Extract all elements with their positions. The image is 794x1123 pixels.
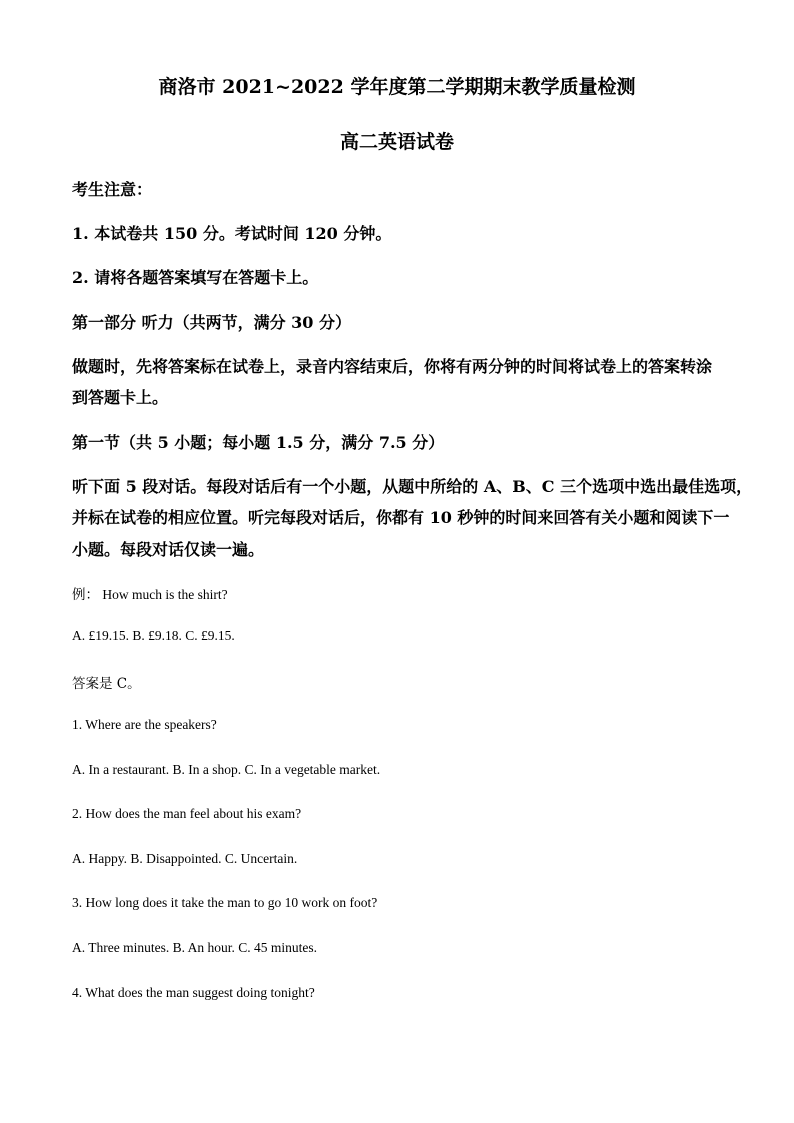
- part1-heading: 第一部分 听力（共两节，满分 30 分）: [72, 313, 351, 332]
- part1-instructions-cont: 到答题卡上。: [72, 388, 169, 407]
- notice-heading: 考生注意：: [72, 180, 153, 199]
- section1-instructions-cont-1: 并标在试卷的相应位置。听完每段对话后，你都有 10 秒钟的时间来回答有关小题和阅读下一: [72, 508, 730, 527]
- question-3-options: A. Three minutes. B. An hour. C. 45 minutes.: [72, 940, 317, 955]
- example-question: 例： How much is the shirt?: [72, 587, 228, 602]
- question-4: 4. What does the man suggest doing tonight?: [72, 985, 315, 1000]
- exam-subtitle: 高二英语试卷: [339, 131, 454, 153]
- question-1: 1. Where are the speakers?: [72, 717, 217, 732]
- part1-instructions: 做题时，先将答案标在试卷上，录音内容结束后，你将有两分钟的时间将试卷上的答案转涂: [72, 357, 713, 376]
- notice-item-2: 2. 请将各题答案填写在答题卡上。: [72, 268, 319, 287]
- section1-heading: 第一节（共 5 小题；每小题 1.5 分，满分 7.5 分）: [72, 433, 445, 452]
- example-answer: 答案是 C。: [72, 676, 141, 692]
- notice-item-1: 1. 本试卷共 150 分。考试时间 120 分钟。: [72, 224, 392, 243]
- question-1-options: A. In a restaurant. B. In a shop. C. In a vegetable market.: [72, 762, 381, 777]
- question-2: 2. How does the man feel about his exam?: [72, 806, 302, 821]
- example-options: A. £19.15. B. £9.18. C. £9.15.: [72, 628, 235, 643]
- question-3: 3. How long does it take the man to go 10 work on foot?: [72, 895, 378, 910]
- question-2-options: A. Happy. B. Disappointed. C. Uncertain.: [72, 851, 298, 866]
- exam-title: 商洛市 2021~2022 学年度第二学期期末教学质量检测: [158, 76, 636, 98]
- section1-instructions-cont-2: 小题。每段对话仅读一遍。: [72, 540, 265, 559]
- section1-instructions: 听下面 5 段对话。每段对话后有一个小题，从题中所给的 A、B、C 三个选项中选出最佳选项，: [72, 477, 753, 496]
